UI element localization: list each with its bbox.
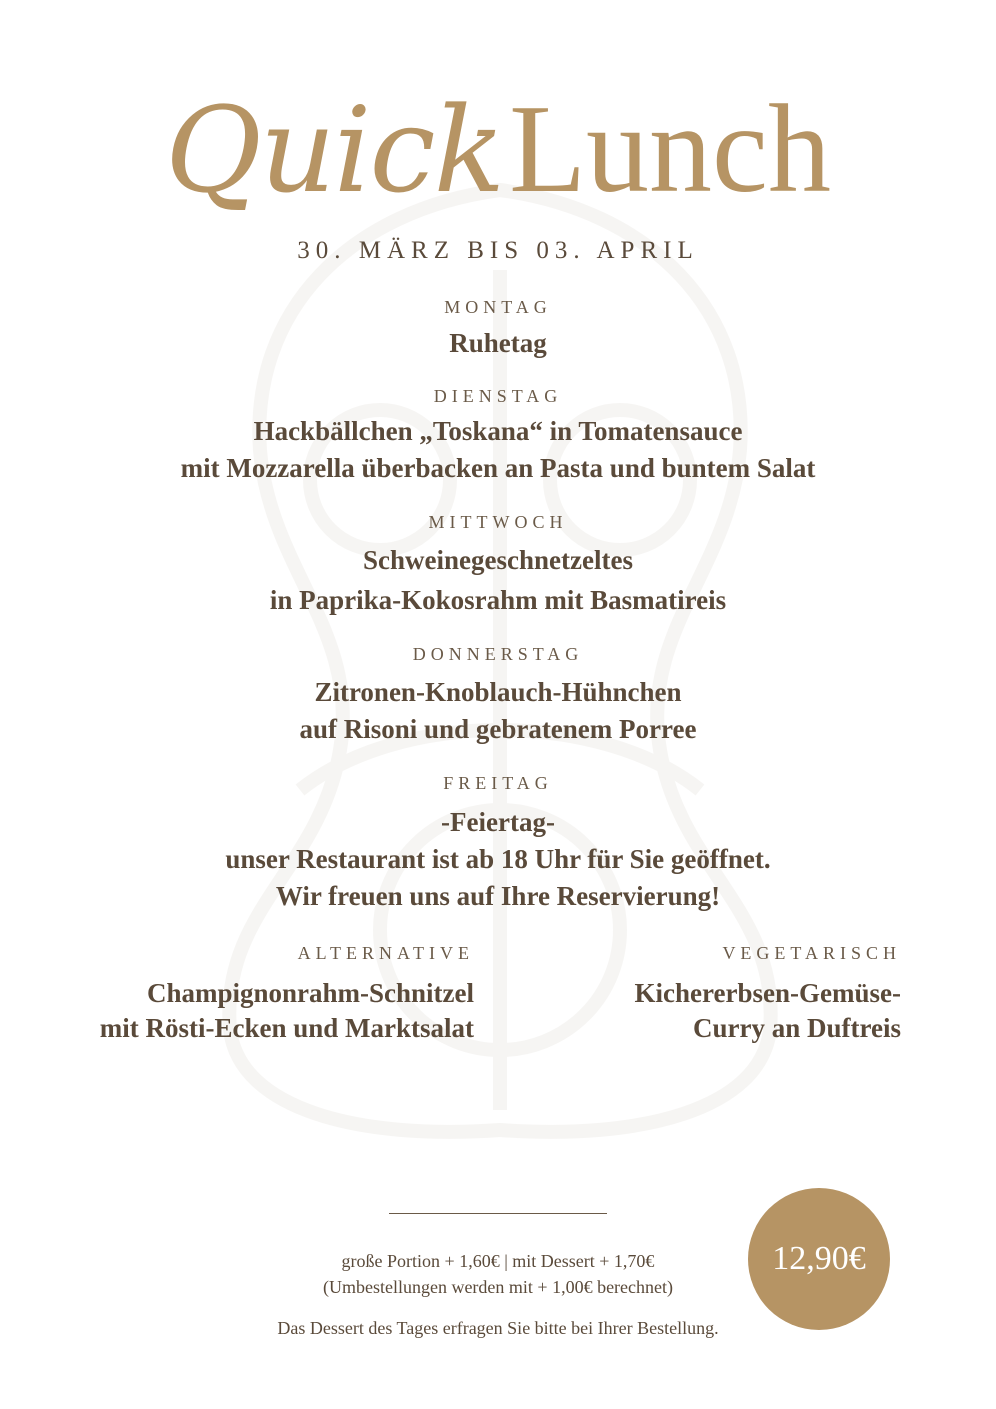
footer-extras: große Portion + 1,60€ | mit Dessert + 1,70€ <box>341 1251 655 1271</box>
price-badge <box>748 1188 890 1330</box>
dish-line: Wir freuen uns auf Ihre Reservierung! <box>275 881 721 911</box>
dish-line: Ruhetag <box>449 328 547 358</box>
dish-line: -Feiertag- <box>441 807 555 837</box>
vegetarian-label: VEGETARISCH <box>722 943 901 963</box>
day-label-montag: MONTAG <box>444 297 552 317</box>
footer-change-note: (Umbestellungen werden mit + 1,00€ berechnet) <box>322 1277 674 1297</box>
dish-montag <box>0 325 996 362</box>
dish-donnerstag <box>0 674 996 748</box>
footer-dessert-note: Das Dessert des Tages erfragen Sie bitte bei Ihrer Bestellung. <box>277 1318 719 1338</box>
dish-line: Champignonrahm-Schnitzel <box>146 978 474 1008</box>
price-value: 12,90€ <box>772 1240 866 1277</box>
day-label-mittwoch: MITTWOCH <box>428 512 568 532</box>
dish-line: mit Rösti-Ecken und Marktsalat <box>99 1013 474 1043</box>
vegetarian-column <box>635 943 901 1046</box>
day-label-dienstag: DIENSTAG <box>433 386 563 406</box>
title-lunch: Lunch <box>509 80 831 219</box>
alternative-label: ALTERNATIVE <box>297 943 474 963</box>
dish-line: Kichererbsen-Gemüse- <box>634 978 901 1008</box>
title-quick: Quick <box>165 81 504 219</box>
vegetarian-dish <box>635 976 901 1046</box>
day-label-donnerstag: DONNERSTAG <box>412 644 584 664</box>
dish-line: mit Mozzarella überbacken an Pasta und buntem Salat <box>180 453 816 483</box>
dish-dienstag <box>0 413 996 487</box>
footer-divider <box>389 1213 607 1214</box>
dish-line: Zitronen-Knoblauch-Hühnchen <box>314 677 682 707</box>
dish-line: unser Restaurant ist ab 18 Uhr für Sie geöffnet. <box>225 844 771 874</box>
dish-freitag <box>0 804 996 915</box>
dish-line: in Paprika-Kokosrahm mit Basmatireis <box>269 585 727 615</box>
dish-mittwoch <box>0 542 996 619</box>
alternative-column <box>100 943 474 1046</box>
dish-line: auf Risoni und gebratenem Porree <box>299 714 697 744</box>
dish-line: Hackbällchen „Toskana“ in Tomatensauce <box>253 416 743 446</box>
dish-line: Curry an Duftreis <box>693 1013 901 1043</box>
dish-line: Schweinegeschnetzeltes <box>363 545 633 575</box>
date-range: 30. MÄRZ BIS 03. APRIL <box>297 237 699 264</box>
day-label-freitag: FREITAG <box>443 773 553 793</box>
alternative-dish <box>100 976 474 1046</box>
menu-title <box>0 78 996 222</box>
